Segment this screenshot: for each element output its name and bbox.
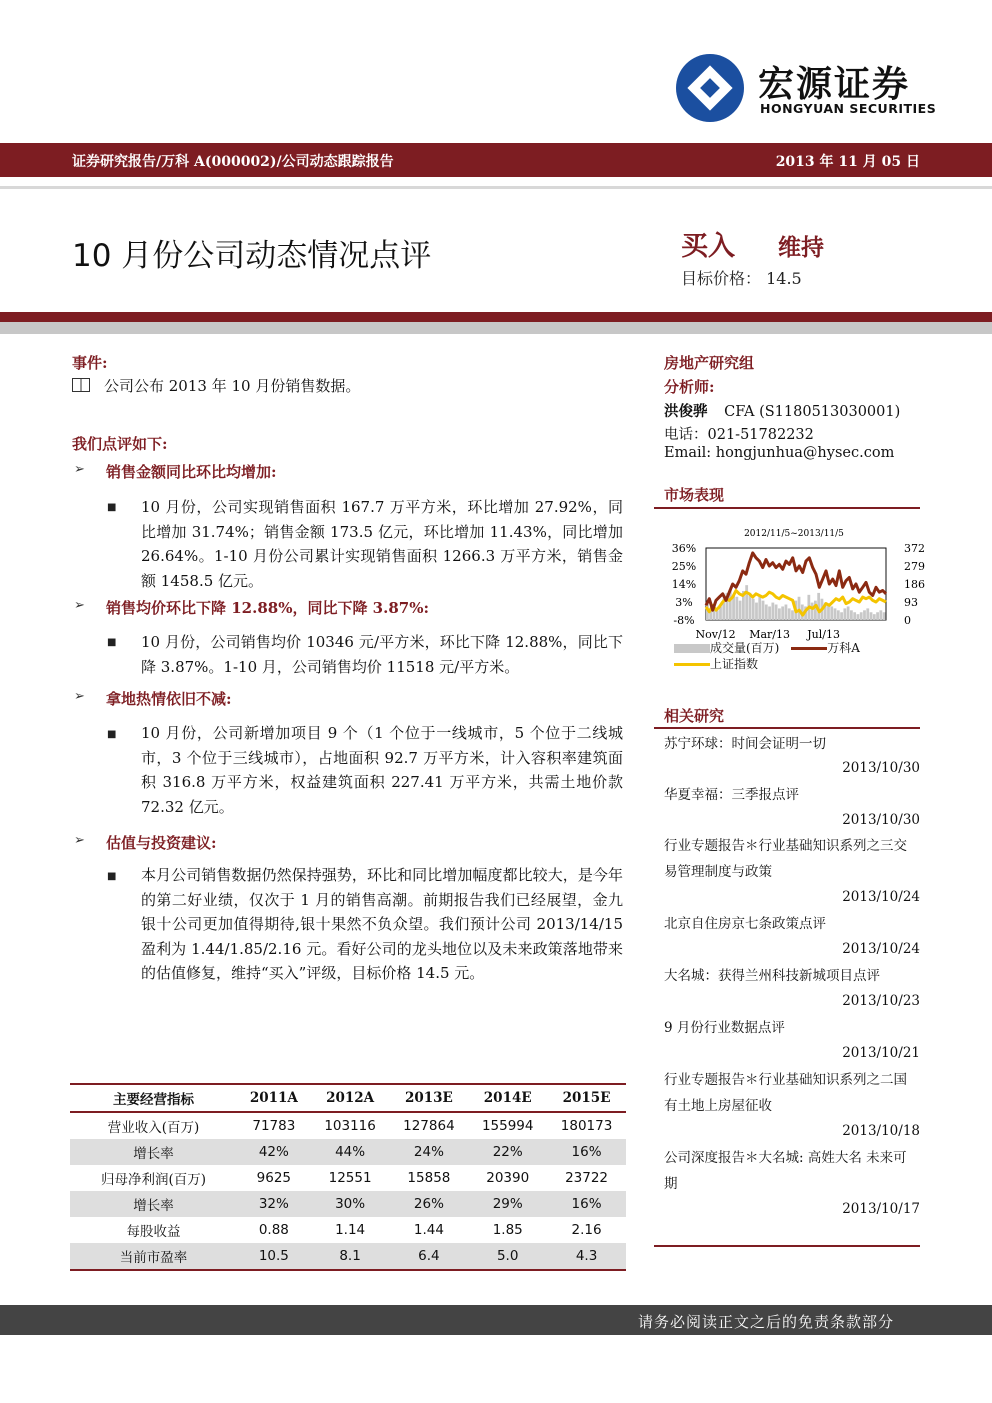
table-cell: 增长率 — [70, 1139, 237, 1165]
legend-volume-label: 成交量(百万) — [710, 641, 780, 655]
volume-bar — [853, 612, 856, 620]
x-tick-label: Mar/13 — [749, 628, 790, 641]
volume-bar — [788, 608, 791, 620]
related-item-title[interactable]: 北京自住房京七条政策点评 — [664, 916, 826, 932]
analyst-line — [664, 400, 900, 421]
event-heading: 事件: — [72, 354, 108, 372]
volume-bar — [745, 585, 748, 620]
table-header: 主要经营指标 — [70, 1084, 237, 1112]
table-cell: 归母净利润(百万) — [100, 1172, 207, 1188]
y-left-tick-label: 3% — [675, 596, 693, 609]
y-left-tick-label: 36% — [671, 542, 697, 555]
chart-legend — [674, 640, 860, 672]
bullet-icon: ■ — [107, 502, 117, 513]
legend-volume-swatch-icon — [674, 644, 710, 653]
related-item-date: 2013/10/24 — [842, 889, 920, 905]
book-icon — [72, 378, 90, 392]
point-text: 本月公司销售数据仍然保持强势，环比和同比增加幅度都比较大，是今年的第二好业绩，仅次于 1 月的销售高潮。前期报告我们已经展望，金九银十公司更加值得期待,银十果然不负众望。我们预计公司 2013/14/15 盈利为 1.44/1.85/2.16 元。看好公司的龙头地位以及未来政策落地带来的估值修复，维持“买入”评级，目标价格 14.5 元。 — [141, 866, 623, 982]
arrow-icon: ➢ — [74, 462, 85, 477]
table-cell: 2.16 — [571, 1222, 602, 1238]
header-divider — [0, 186, 992, 189]
table-cell: 32% — [237, 1191, 311, 1217]
table-cell: 16% — [547, 1139, 626, 1165]
volume-bar — [840, 612, 843, 620]
brand-name-en: HONGYUAN SECURITIES — [760, 101, 937, 116]
volume-bar — [857, 614, 860, 620]
legend-index-label: 上证指数 — [710, 657, 759, 671]
table-cell: 180173 — [560, 1118, 613, 1134]
related-heading: 相关研究 — [664, 707, 725, 725]
point-title: 销售均价环比下降 12.88%，同比下降 3.87%: — [106, 599, 429, 617]
rating-status: 维持 — [778, 234, 824, 261]
table-cell: 9625 — [256, 1170, 292, 1186]
review-heading: 我们点评如下: — [72, 435, 168, 453]
table-cell: 26% — [390, 1191, 469, 1217]
table-cell: 1.85 — [492, 1222, 523, 1238]
table-cell: 30% — [311, 1191, 390, 1217]
related-item-title[interactable]: 行业专题报告＊行业基础知识系列之二国有土地上房屋征收 — [664, 1072, 907, 1114]
point-title: 销售金额同比环比均增加: — [106, 463, 277, 481]
table-cell: 16% — [547, 1191, 626, 1217]
arrow-icon: ➢ — [74, 598, 85, 613]
point-title: 估值与投资建议: — [106, 834, 217, 852]
title-divider-bar — [0, 312, 992, 322]
market-heading: 市场表现 — [664, 486, 725, 504]
y-right-tick-label: 0 — [904, 614, 911, 627]
table-row — [70, 1191, 626, 1217]
analyst-cert: CFA (S1180513030001) — [724, 404, 901, 420]
table-cell: 22% — [468, 1139, 547, 1165]
table-cell: 12551 — [328, 1170, 372, 1186]
related-item-date: 2013/10/30 — [842, 812, 920, 828]
volume-bar — [762, 601, 765, 620]
volume-bar — [811, 603, 814, 620]
legend-stock-label: 万科A — [827, 641, 860, 655]
arrow-icon: ➢ — [74, 833, 85, 848]
volume-bar — [716, 610, 719, 620]
related-item-date: 2013/10/24 — [842, 941, 920, 957]
related-item-date: 2013/10/17 — [842, 1201, 920, 1217]
table-cell: 127864 — [403, 1118, 455, 1134]
volume-bar — [771, 603, 774, 620]
point-text: 10 月份，公司实现销售面积 167.7 万平方米，环比增加 27.92%，同比增加 31.74%；销售金额 173.5 亿元，环比增加 11.43%，同比增加 26.64%。1-10 月份公司累计实现销售面积 1266.3 万平方米，销售金额 1458.5 亿元。 — [141, 498, 623, 590]
title-divider-shadow — [0, 322, 992, 334]
table-row — [70, 1139, 626, 1165]
y-left-tick-label: 14% — [671, 578, 697, 591]
table-header: 2012A — [311, 1084, 390, 1112]
table-cell: 4.3 — [547, 1243, 626, 1270]
volume-bar — [735, 597, 738, 620]
table-header: 2013E — [390, 1084, 469, 1112]
volume-bar — [870, 612, 873, 620]
table-header: 2014E — [468, 1084, 547, 1112]
volume-bar — [785, 605, 788, 620]
volume-bar — [739, 601, 742, 620]
event-line — [72, 374, 360, 398]
breadcrumb: 证券研究报告/万科 A(000002)/公司动态跟踪报告 — [72, 154, 394, 170]
table-row — [70, 1243, 626, 1270]
volume-bar — [876, 612, 879, 620]
volume-bar — [830, 606, 833, 620]
y-left-tick-label: 25% — [671, 560, 697, 573]
related-item-title[interactable]: 华夏幸福：三季报点评 — [664, 787, 799, 803]
table-cell: 5.0 — [468, 1243, 547, 1270]
volume-bar — [758, 597, 761, 620]
related-item-title[interactable]: 大名城：获得兰州科技新城项目点评 — [664, 968, 880, 984]
volume-bar — [860, 612, 863, 620]
related-divider — [654, 727, 920, 729]
volume-bar — [778, 608, 781, 620]
x-tick-label: Jul/13 — [807, 628, 840, 641]
x-tick-label: Nov/12 — [695, 628, 736, 641]
table-row — [70, 1217, 626, 1243]
legend-stock-swatch-icon — [791, 647, 827, 650]
volume-bar — [814, 601, 817, 620]
y-right-tick-label: 93 — [904, 596, 918, 609]
volume-bar — [775, 605, 778, 620]
table-cell: 10.5 — [237, 1243, 311, 1270]
point-title: 拿地热情依旧不减: — [106, 690, 232, 708]
analyst-label: 分析师: — [664, 378, 715, 396]
related-item-title[interactable]: 9 月份行业数据点评 — [664, 1020, 785, 1036]
table-cell: 42% — [237, 1139, 311, 1165]
table-cell: 当前市盈率 — [70, 1243, 237, 1270]
table-cell: 23722 — [565, 1170, 609, 1186]
table-cell: 1.44 — [413, 1222, 444, 1238]
arrow-icon: ➢ — [74, 689, 85, 704]
related-item-date: 2013/10/18 — [842, 1123, 920, 1139]
table-row — [70, 1165, 626, 1191]
volume-bar — [837, 610, 840, 620]
related-item-title[interactable]: 行业专题报告＊行业基础知识系列之三交易管理制度与政策 — [664, 838, 907, 880]
table-cell: 每股收益 — [126, 1224, 181, 1240]
table-header: 2011A — [237, 1084, 311, 1112]
table-cell: 71783 — [252, 1118, 296, 1134]
related-item-date: 2013/10/30 — [842, 760, 920, 776]
report-header-bar — [0, 143, 992, 177]
table-cell: 1.14 — [335, 1222, 366, 1238]
y-right-tick-label: 372 — [904, 542, 925, 555]
related-bottom-divider — [654, 1245, 920, 1247]
brand-name-cn: 宏源证券 — [758, 64, 911, 105]
point-text: 10 月份，公司销售均价 10346 元/平方米，环比下降 12.88%，同比下降 3.87%。1-10 月，公司销售均价 11518 元/平方米。 — [141, 633, 623, 676]
table-cell: 0.88 — [258, 1222, 289, 1238]
table-cell: 8.1 — [311, 1243, 390, 1270]
table-header: 2015E — [547, 1084, 626, 1112]
volume-bar — [798, 597, 801, 620]
table-row — [70, 1112, 626, 1139]
related-item-title[interactable]: 苏宁环球：时间会证明一切 — [664, 736, 826, 752]
table-cell: 20390 — [486, 1170, 530, 1186]
legend-volume — [674, 640, 860, 656]
y-right-tick-label: 186 — [904, 578, 925, 591]
volume-bar — [883, 612, 886, 620]
related-item-date: 2013/10/23 — [842, 993, 920, 1009]
chart-title: 2012/11/5~2013/11/5 — [744, 529, 844, 539]
table-cell: 增长率 — [70, 1191, 237, 1217]
table-cell: 155994 — [481, 1118, 534, 1134]
legend-index — [674, 656, 860, 672]
analyst-phone: 电话：021-51782232 — [664, 427, 814, 443]
analyst-name: 洪俊骅 — [664, 403, 708, 420]
legend-index-swatch-icon — [674, 663, 710, 666]
volume-bar — [850, 610, 853, 620]
table-cell: 6.4 — [390, 1243, 469, 1270]
table-cell: 103116 — [324, 1118, 376, 1134]
table-cell: 29% — [468, 1191, 547, 1217]
research-group: 房地产研究组 — [664, 354, 755, 372]
event-text: 公司公布 2013 年 10 月份销售数据。 — [104, 377, 361, 395]
y-right-tick-label: 279 — [904, 560, 925, 573]
volume-bar — [866, 608, 869, 620]
volume-bar — [879, 610, 882, 620]
volume-bar — [755, 603, 758, 620]
footer-bar — [0, 1305, 992, 1335]
volume-bar — [752, 599, 755, 620]
y-left-tick-label: -8% — [673, 614, 695, 627]
financial-table — [70, 1083, 626, 1271]
volume-bar — [827, 605, 830, 620]
volume-bar — [781, 606, 784, 620]
volume-bar — [768, 606, 771, 620]
table-cell: 营业收入(百万) — [107, 1120, 200, 1136]
volume-bar — [791, 610, 794, 620]
volume-bar — [847, 606, 850, 620]
target-price-label: 目标价格： — [681, 269, 762, 288]
disclaimer-text: 请务必阅读正文之后的免责条款部分 — [638, 1313, 895, 1331]
rating-action: 买入 — [681, 231, 735, 262]
bullet-icon: ■ — [107, 729, 117, 740]
table-cell: 44% — [311, 1139, 390, 1165]
related-item-title[interactable]: 公司深度报告＊大名城: 高姓大名 未来可期 — [664, 1150, 907, 1192]
page-title: 10 月份公司动态情况点评 — [72, 238, 432, 274]
bullet-icon: ■ — [107, 871, 117, 882]
volume-bar — [765, 605, 768, 620]
volume-bar — [834, 608, 837, 620]
volume-bar — [873, 614, 876, 620]
table-header-row — [70, 1084, 626, 1112]
market-divider — [654, 507, 920, 509]
target-price-value: 14.5 — [766, 269, 802, 288]
related-item-date: 2013/10/21 — [842, 1045, 920, 1061]
analyst-email[interactable]: Email: hongjunhua@hysec.com — [664, 445, 895, 461]
point-text: 10 月份，公司新增加项目 9 个（1 个位于一线城市，5 个位于二线城市，3 个位于三线城市），占地面积 92.7 万平方米，计入容积率建筑面积 316.8 万平方米，权益建筑面积 227.41 万平方米，共需土地价款 72.32 亿元。 — [141, 724, 623, 816]
volume-bar — [863, 610, 866, 620]
target-price — [681, 266, 802, 289]
report-date: 2013 年 11 月 05 日 — [775, 154, 920, 170]
volume-bar — [843, 608, 846, 620]
table-cell: 24% — [390, 1139, 469, 1165]
table-cell: 15858 — [407, 1170, 451, 1186]
bullet-icon: ■ — [107, 637, 117, 648]
